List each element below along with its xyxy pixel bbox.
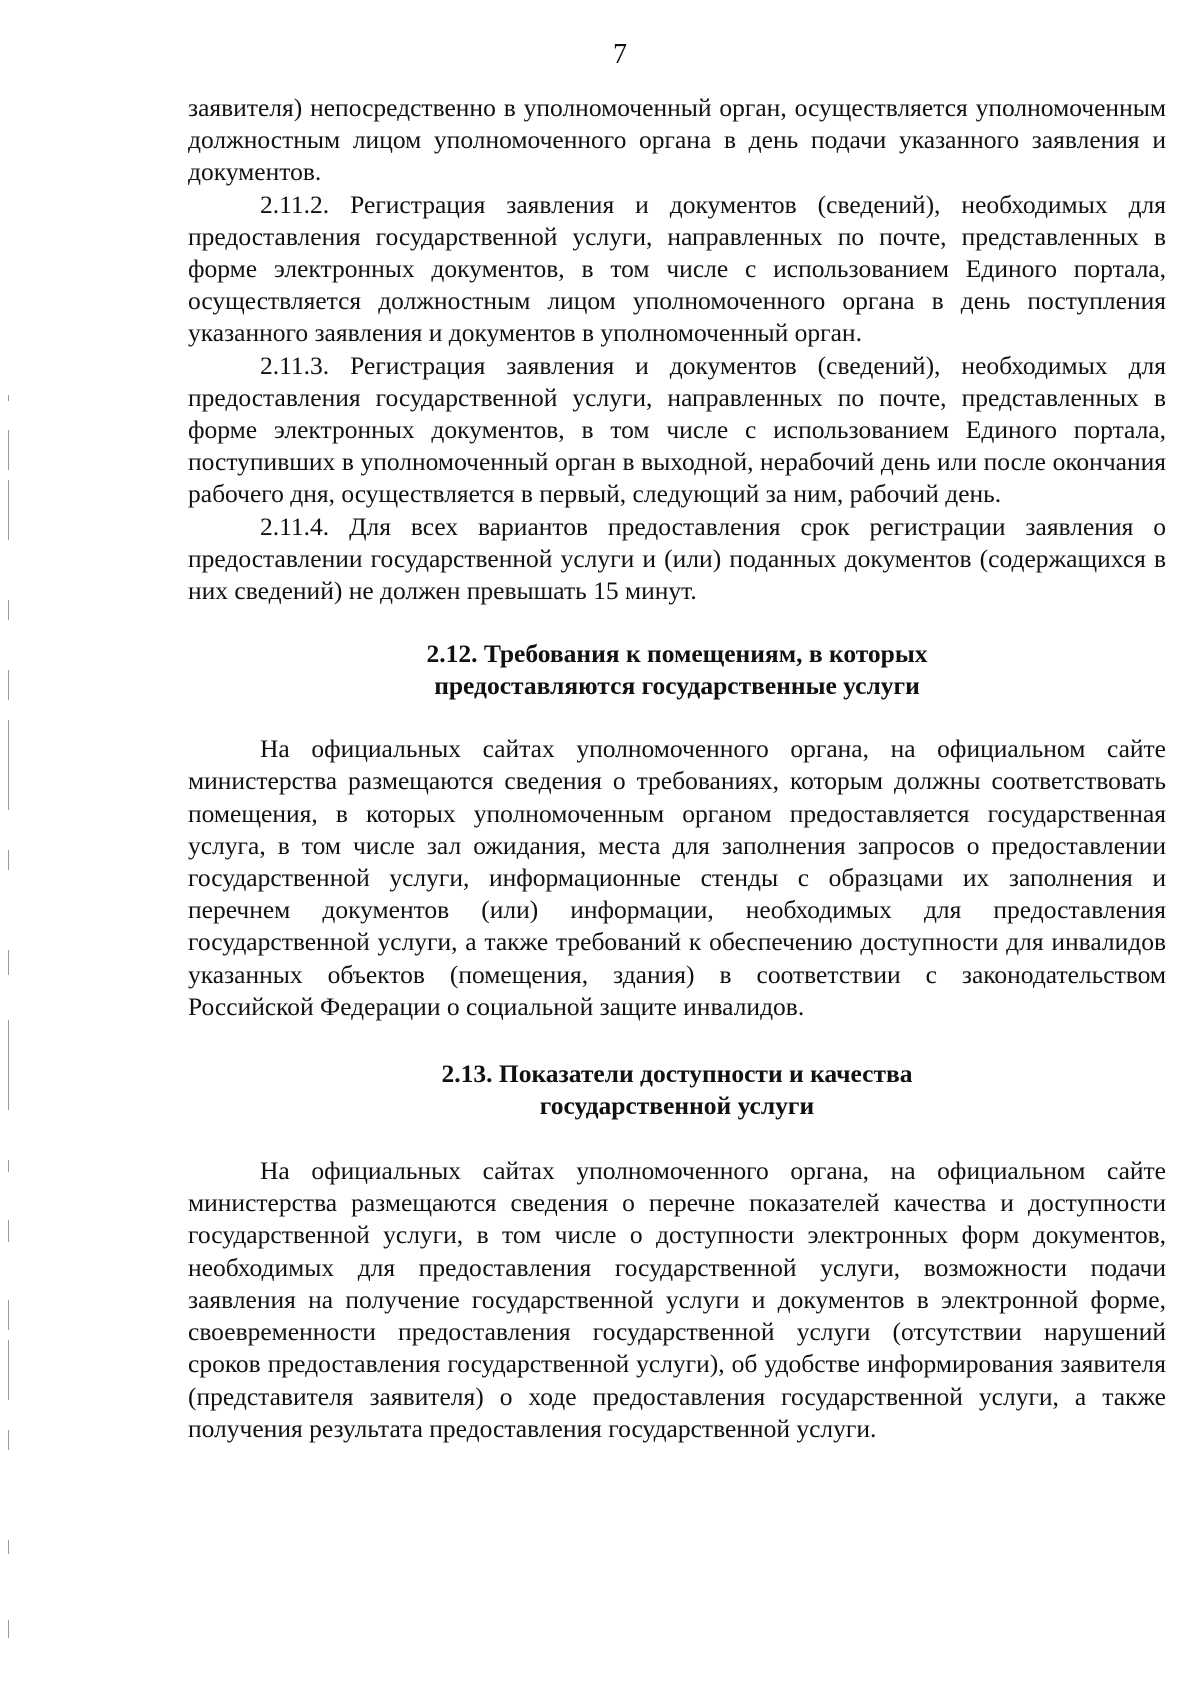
paragraph-2-11-3: 2.11.3. Регистрация заявления и документов (сведений), необходимых для предоставления государственной услуги, направленных по почте, представленных в форме электронных документов, в том числе с использованием Единого портала, поступивших в уполномоченный орган в выходной, нерабочий день или после окончания рабочего дня, осуществляется в первый, следующий за ним, рабочий день. xyxy=(188,350,1166,509)
scan-edge-marks xyxy=(0,0,20,1697)
document-body xyxy=(188,92,1166,1445)
paragraph-continuation: заявителя) непосредственно в уполномоченный орган, осуществляется уполномоченным должностным лицом уполномоченного органа в день подачи указанного заявления и документов. xyxy=(188,93,1166,187)
section-heading-2-13 xyxy=(188,1058,1166,1122)
paragraph-2-11-2: 2.11.2. Регистрация заявления и документов (сведений), необходимых для предоставления государственной услуги, направленных по почте, представленных в форме электронных документов, в том числе с использованием Единого портала, осуществляется должностным лицом уполномоченного органа в день поступления указанного заявления и документов в уполномоченный орган. xyxy=(188,189,1166,348)
section-heading-2-13-line2: государственной услуги xyxy=(539,1091,815,1121)
section-heading-2-12-line2: предоставляются государственные услуги xyxy=(434,671,920,701)
section-2-13-body: На официальных сайтах уполномоченного органа, на официальном сайте министерства размещаются сведения о перечне показателей качества и доступности государственной услуги, в том числе о доступности электронных форм документов, необходимых для предоставления государственной услуги, возможности подачи заявления на получение государственной услуги и документов в электронной форме, своевременности предоставления государственной услуги (отсутствии нарушений сроков предоставления государственной услуги), об удобстве информирования заявителя (представителя заявителя) о ходе предоставления государственной услуги, а также получения результата предоставления государственной услуги. xyxy=(188,1156,1166,1443)
paragraph-2-11-4: 2.11.4. Для всех вариантов предоставления срок регистрации заявления о предоставлении государственной услуги и (или) поданных документов (содержащихся в них сведений) не должен превышать 15 минут. xyxy=(188,511,1166,606)
section-heading-2-12 xyxy=(188,638,1166,702)
page-number: 7 xyxy=(613,39,627,70)
section-2-12-body: На официальных сайтах уполномоченного органа, на официальном сайте министерства размещаются сведения о требованиях, которым должны соответствовать помещения, в которых уполномоченным органом предоставляется государственная услуга, в том числе зал ожидания, места для заполнения запросов о предоставлении государственной услуги, информационные стенды с образцами их заполнения и перечнем документов (или) информации, необходимых для предоставления государственной услуги, а также требований к обеспечению доступности для инвалидов указанных объектов (помещения, здания) в соответствии с законодательством Российской Федерации о социальной защите инвалидов. xyxy=(188,734,1166,1021)
section-heading-2-12-line1: 2.12. Требования к помещениям, в которых xyxy=(426,639,928,669)
section-heading-2-13-line1: 2.13. Показатели доступности и качества xyxy=(441,1059,913,1089)
